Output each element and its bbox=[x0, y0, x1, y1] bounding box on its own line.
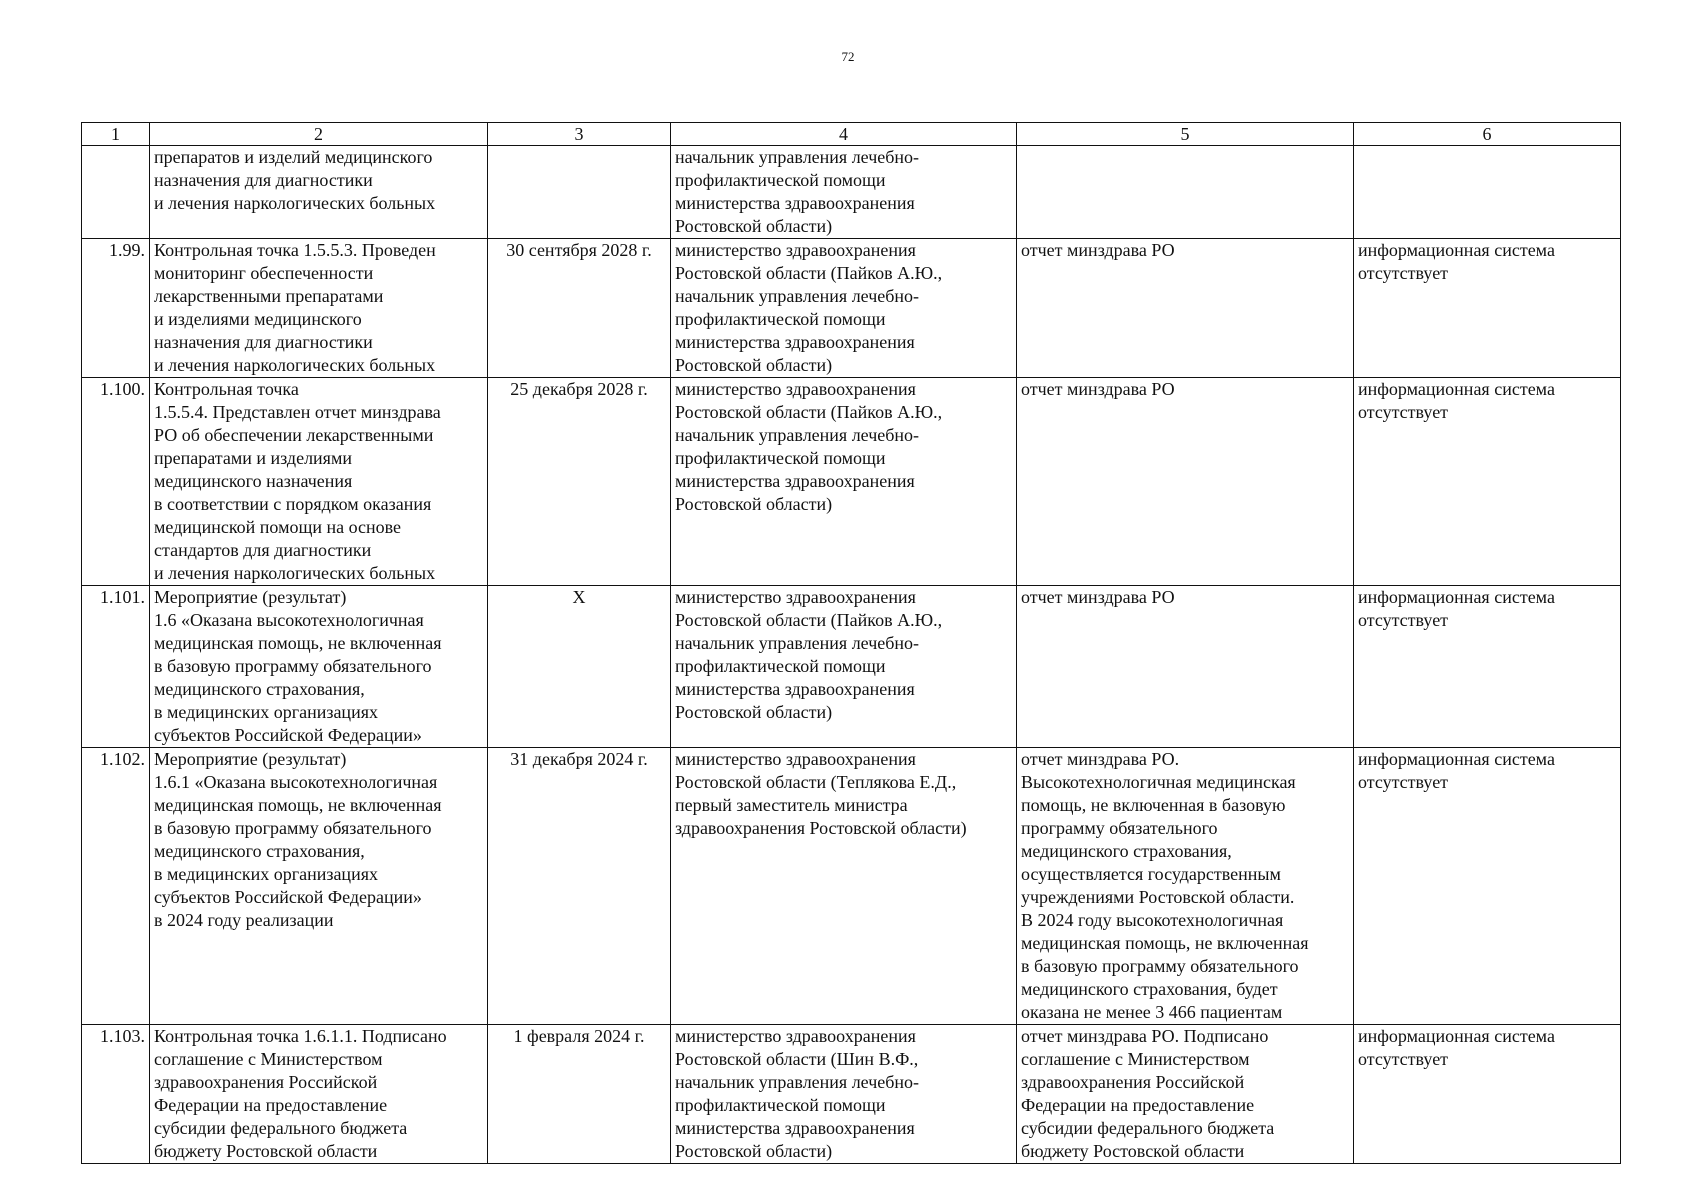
document-cell bbox=[1017, 1025, 1354, 1164]
text-line: и изделиями медицинского bbox=[154, 309, 362, 329]
text-line: начальник управления лечебно- bbox=[675, 147, 920, 167]
text-line: Высокотехнологичная медицинская bbox=[1021, 772, 1296, 792]
document-cell bbox=[1017, 586, 1354, 748]
text-line: в медицинских организациях bbox=[154, 702, 378, 722]
text-line: министерства здравоохранения bbox=[675, 1118, 915, 1138]
responsible-cell bbox=[671, 1025, 1017, 1164]
text-line: учреждениями Ростовской области. bbox=[1021, 887, 1295, 907]
document-cell bbox=[1017, 378, 1354, 586]
document-cell bbox=[1017, 146, 1354, 239]
event-name-cell bbox=[150, 1025, 488, 1164]
text-line: информационная система bbox=[1358, 587, 1555, 607]
text-line: в базовую программу обязательного bbox=[154, 656, 432, 676]
deadline-cell: 31 декабря 2024 г. bbox=[488, 748, 671, 1025]
text-line: препаратами и изделиями bbox=[154, 448, 352, 468]
event-name-cell bbox=[150, 239, 488, 378]
text-line: Контрольная точка 1.6.1.1. Подписано bbox=[154, 1026, 447, 1046]
text-line: начальник управления лечебно- bbox=[675, 1072, 920, 1092]
text-line: медицинского страхования, bbox=[154, 841, 365, 861]
text-line: в соответствии с порядком оказания bbox=[154, 494, 432, 514]
column-number-2: 2 bbox=[150, 123, 488, 146]
deadline-cell: 1 февраля 2024 г. bbox=[488, 1025, 671, 1164]
deadline-cell bbox=[488, 146, 671, 239]
text-line: отсутствует bbox=[1358, 610, 1449, 630]
column-number-row bbox=[82, 123, 1621, 146]
responsible-cell bbox=[671, 146, 1017, 239]
text-line: Ростовской области (Пайков А.Ю., bbox=[675, 263, 943, 283]
text-line: соглашение с Министерством bbox=[154, 1049, 383, 1069]
column-number-5: 5 bbox=[1017, 123, 1354, 146]
text-line: медицинская помощь, не включенная bbox=[1021, 933, 1309, 953]
text-line: субъектов Российской Федерации» bbox=[154, 725, 422, 745]
text-line: лекарственными препаратами bbox=[154, 286, 384, 306]
text-line: медицинского назначения bbox=[154, 471, 353, 491]
table-row bbox=[82, 586, 1621, 748]
text-line: назначения для диагностики bbox=[154, 170, 373, 190]
event-name-cell bbox=[150, 748, 488, 1025]
text-line: министерства здравоохранения bbox=[675, 471, 915, 491]
text-line: информационная система bbox=[1358, 379, 1555, 399]
table-body bbox=[82, 146, 1621, 1164]
text-line: медицинского страхования, bbox=[154, 679, 365, 699]
information-system-cell bbox=[1354, 239, 1621, 378]
table-row bbox=[82, 239, 1621, 378]
text-line: начальник управления лечебно- bbox=[675, 425, 920, 445]
text-line: Мероприятие (результат) bbox=[154, 749, 347, 769]
text-line: Ростовской области (Пайков А.Ю., bbox=[675, 610, 943, 630]
text-line: РО об обеспечении лекарственными bbox=[154, 425, 434, 445]
row-number-cell: 1.101. bbox=[82, 586, 150, 748]
plan-table bbox=[81, 122, 1621, 1164]
table-row bbox=[82, 748, 1621, 1025]
deadline-cell: X bbox=[488, 586, 671, 748]
text-line: Ростовской области (Теплякова Е.Д., bbox=[675, 772, 957, 792]
text-line: 1.6 «Оказана высокотехнологичная bbox=[154, 610, 424, 630]
text-line: субъектов Российской Федерации» bbox=[154, 887, 422, 907]
column-number-4: 4 bbox=[671, 123, 1017, 146]
text-line: медицинского страхования, bbox=[1021, 841, 1232, 861]
text-line: профилактической помощи bbox=[675, 1095, 886, 1115]
text-line: отсутствует bbox=[1358, 772, 1449, 792]
text-line: информационная система bbox=[1358, 749, 1555, 769]
text-line: профилактической помощи bbox=[675, 309, 886, 329]
text-line: в базовую программу обязательного bbox=[1021, 956, 1299, 976]
text-line: соглашение с Министерством bbox=[1021, 1049, 1250, 1069]
text-line: отчет минздрава РО. bbox=[1021, 749, 1180, 769]
text-line: министерство здравоохранения bbox=[675, 379, 916, 399]
text-line: Мероприятие (результат) bbox=[154, 587, 347, 607]
text-line: и лечения наркологических больных bbox=[154, 355, 436, 375]
text-line: оказана не менее 3 466 пациентам bbox=[1021, 1002, 1283, 1022]
text-line: медицинская помощь, не включенная bbox=[154, 633, 442, 653]
text-line: Ростовской области) bbox=[675, 494, 833, 514]
text-line: отчет минздрава РО bbox=[1021, 379, 1175, 399]
responsible-cell bbox=[671, 586, 1017, 748]
text-line: министерство здравоохранения bbox=[675, 240, 916, 260]
text-line: профилактической помощи bbox=[675, 656, 886, 676]
responsible-cell bbox=[671, 378, 1017, 586]
text-line: министерства здравоохранения bbox=[675, 332, 915, 352]
text-line: профилактической помощи bbox=[675, 448, 886, 468]
information-system-cell bbox=[1354, 378, 1621, 586]
text-line: и лечения наркологических больных bbox=[154, 193, 436, 213]
row-number-cell bbox=[82, 146, 150, 239]
text-line: Ростовской области) bbox=[675, 1141, 833, 1161]
table-row bbox=[82, 378, 1621, 586]
event-name-cell bbox=[150, 586, 488, 748]
text-line: стандартов для диагностики bbox=[154, 540, 372, 560]
text-line: министерство здравоохранения bbox=[675, 587, 916, 607]
document-cell bbox=[1017, 239, 1354, 378]
row-number-cell: 1.103. bbox=[82, 1025, 150, 1164]
event-name-cell bbox=[150, 146, 488, 239]
text-line: министерство здравоохранения bbox=[675, 749, 916, 769]
text-line: Контрольная точка bbox=[154, 379, 299, 399]
text-line: Контрольная точка 1.5.5.3. Проведен bbox=[154, 240, 436, 260]
text-line: назначения для диагностики bbox=[154, 332, 373, 352]
text-line: медицинской помощи на основе bbox=[154, 517, 402, 537]
text-line: 1.5.5.4. Представлен отчет минздрава bbox=[154, 402, 441, 422]
row-number-cell: 1.99. bbox=[82, 239, 150, 378]
deadline-cell: 25 декабря 2028 г. bbox=[488, 378, 671, 586]
text-line: министерства здравоохранения bbox=[675, 193, 915, 213]
text-line: министерство здравоохранения bbox=[675, 1026, 916, 1046]
text-line: здравоохранения Ростовской области) bbox=[675, 818, 967, 838]
text-line: Ростовской области) bbox=[675, 702, 833, 722]
information-system-cell bbox=[1354, 146, 1621, 239]
text-line: субсидии федерального бюджета bbox=[154, 1118, 408, 1138]
text-line: начальник управления лечебно- bbox=[675, 633, 920, 653]
document-cell bbox=[1017, 748, 1354, 1025]
page-number: 72 bbox=[841, 49, 855, 64]
information-system-cell bbox=[1354, 586, 1621, 748]
text-line: осуществляется государственным bbox=[1021, 864, 1281, 884]
text-line: Ростовской области (Шин В.Ф., bbox=[675, 1049, 919, 1069]
text-line: отчет минздрава РО bbox=[1021, 587, 1175, 607]
text-line: препаратов и изделий медицинского bbox=[154, 147, 433, 167]
text-line: первый заместитель министра bbox=[675, 795, 908, 815]
text-line: Ростовской области) bbox=[675, 216, 833, 236]
column-number-3: 3 bbox=[488, 123, 671, 146]
text-line: программу обязательного bbox=[1021, 818, 1218, 838]
text-line: мониторинг обеспеченности bbox=[154, 263, 374, 283]
responsible-cell bbox=[671, 239, 1017, 378]
table-row bbox=[82, 146, 1621, 239]
text-line: Ростовской области) bbox=[675, 355, 833, 375]
text-line: Федерации на предоставление bbox=[154, 1095, 388, 1115]
text-line: отчет минздрава РО. Подписано bbox=[1021, 1026, 1269, 1046]
column-number-1: 1 bbox=[82, 123, 150, 146]
text-line: профилактической помощи bbox=[675, 170, 886, 190]
row-number-cell: 1.100. bbox=[82, 378, 150, 586]
text-line: министерства здравоохранения bbox=[675, 679, 915, 699]
text-line: в медицинских организациях bbox=[154, 864, 378, 884]
text-line: начальник управления лечебно- bbox=[675, 286, 920, 306]
text-line: В 2024 году высокотехнологичная bbox=[1021, 910, 1284, 930]
text-line: бюджету Ростовской области bbox=[1021, 1141, 1245, 1161]
text-line: и лечения наркологических больных bbox=[154, 563, 436, 583]
text-line: информационная система bbox=[1358, 1026, 1555, 1046]
text-line: Федерации на предоставление bbox=[1021, 1095, 1255, 1115]
text-line: медицинского страхования, будет bbox=[1021, 979, 1278, 999]
text-line: здравоохранения Российской bbox=[154, 1072, 378, 1092]
text-line: субсидии федерального бюджета bbox=[1021, 1118, 1275, 1138]
information-system-cell bbox=[1354, 1025, 1621, 1164]
deadline-cell: 30 сентября 2028 г. bbox=[488, 239, 671, 378]
column-number-6: 6 bbox=[1354, 123, 1621, 146]
text-line: отсутствует bbox=[1358, 402, 1449, 422]
table-row bbox=[82, 1025, 1621, 1164]
text-line: помощь, не включенная в базовую bbox=[1021, 795, 1286, 815]
text-line: 1.6.1 «Оказана высокотехнологичная bbox=[154, 772, 438, 792]
text-line: здравоохранения Российской bbox=[1021, 1072, 1245, 1092]
text-line: в базовую программу обязательного bbox=[154, 818, 432, 838]
text-line: отчет минздрава РО bbox=[1021, 240, 1175, 260]
text-line: медицинская помощь, не включенная bbox=[154, 795, 442, 815]
event-name-cell bbox=[150, 378, 488, 586]
text-line: в 2024 году реализации bbox=[154, 910, 334, 930]
responsible-cell bbox=[671, 748, 1017, 1025]
text-line: информационная система bbox=[1358, 240, 1555, 260]
text-line: отсутствует bbox=[1358, 263, 1449, 283]
text-line: Ростовской области (Пайков А.Ю., bbox=[675, 402, 943, 422]
text-line: отсутствует bbox=[1358, 1049, 1449, 1069]
row-number-cell: 1.102. bbox=[82, 748, 150, 1025]
text-line: бюджету Ростовской области bbox=[154, 1141, 378, 1161]
information-system-cell bbox=[1354, 748, 1621, 1025]
